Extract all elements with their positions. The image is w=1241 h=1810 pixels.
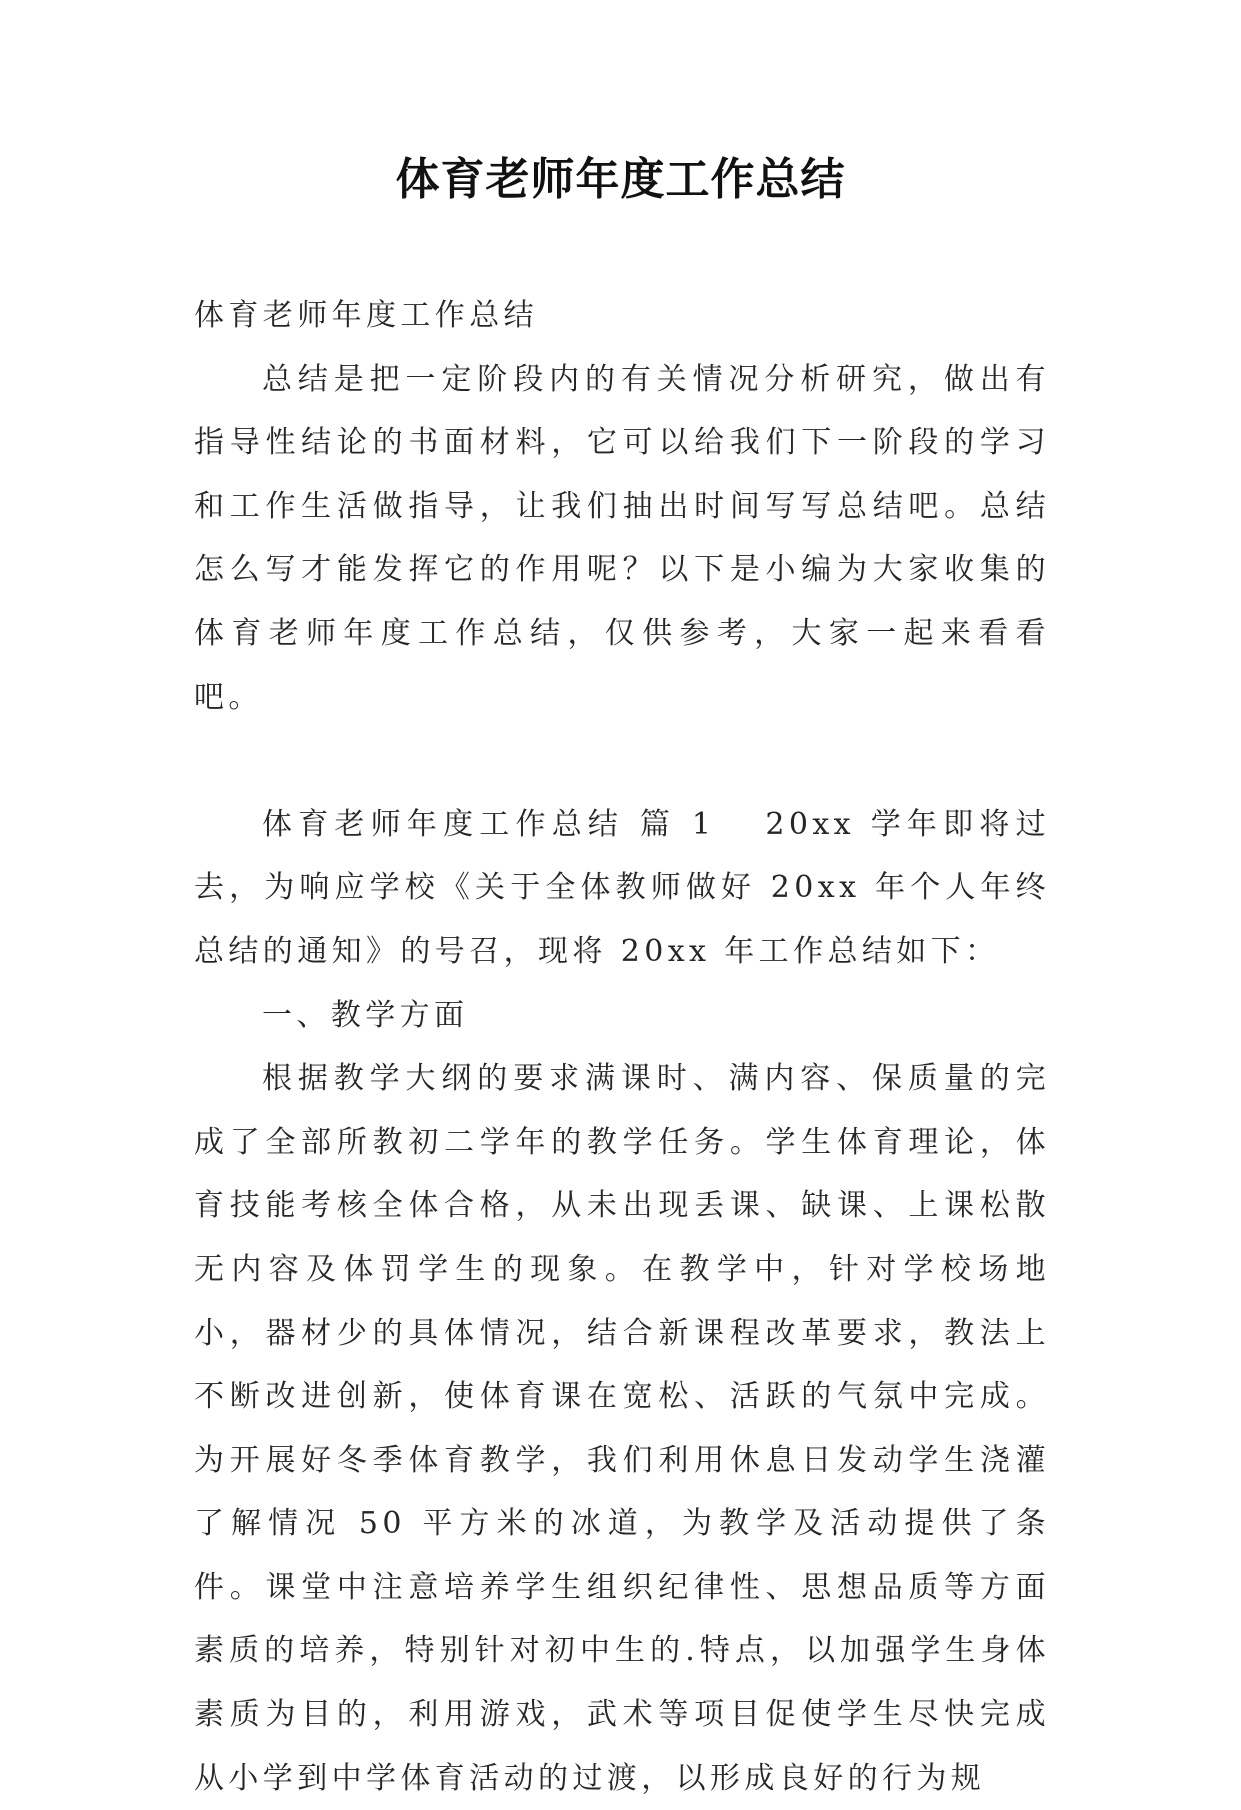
- document-subtitle: 体育老师年度工作总结: [194, 298, 538, 333]
- intro-paragraph: 总结是把一定阶段内的有关情况分析研究，做出有指导性结论的书面材料，它可以给我们下一阶段的学习和工作生活做指导，让我们抽出时间写写总结吧。总结怎么写才能发挥它的作用呢？以下是小编为大家收集的体育老师年度工作总结，仅供参考，大家一起来看看吧。: [194, 361, 1050, 715]
- document-title: 体育老师年度工作总结: [395, 154, 846, 205]
- document-body: [194, 284, 1050, 1810]
- section-1-paragraph: [194, 793, 1050, 984]
- part-1-heading: 一、教学方面: [262, 997, 469, 1033]
- section-1-heading: 体育老师年度工作总结 篇 1: [262, 806, 716, 842]
- paragraph-spacer: [194, 729, 1050, 793]
- section-1-opening: 20xx 学年即将过去，为响应学校《关于全体教师做好 20xx 年个人年终总结的通知》的号召，现将 20xx 年工作总结如下：: [194, 806, 1050, 969]
- part-1-body: 根据教学大纲的要求满课时、满内容、保质量的完成了全部所教初二学年的教学任务。学生体育理论，体育技能考核全体合格，从未出现丢课、缺课、上课松散无内容及体罚学生的现象。在教学中，针对学校场地小，器材少的具体情况，结合新课程改革要求，教法上不断改进创新，使体育课在宽松、活跃的气氛中完成。为开展好冬季体育教学，我们利用休息日发动学生浇灌了解情况 50 平方米的冰道，为教学及活动提供了条件。课堂中注意培养学生组织纪律性、思想品质等方面素质的培养，特别针对初中生的.特点，以加强学生身体素质为目的，利用游戏，武术等项目促使学生尽快完成从小学到中学体育活动的过渡，以形成良好的行为规: [194, 1061, 1050, 1796]
